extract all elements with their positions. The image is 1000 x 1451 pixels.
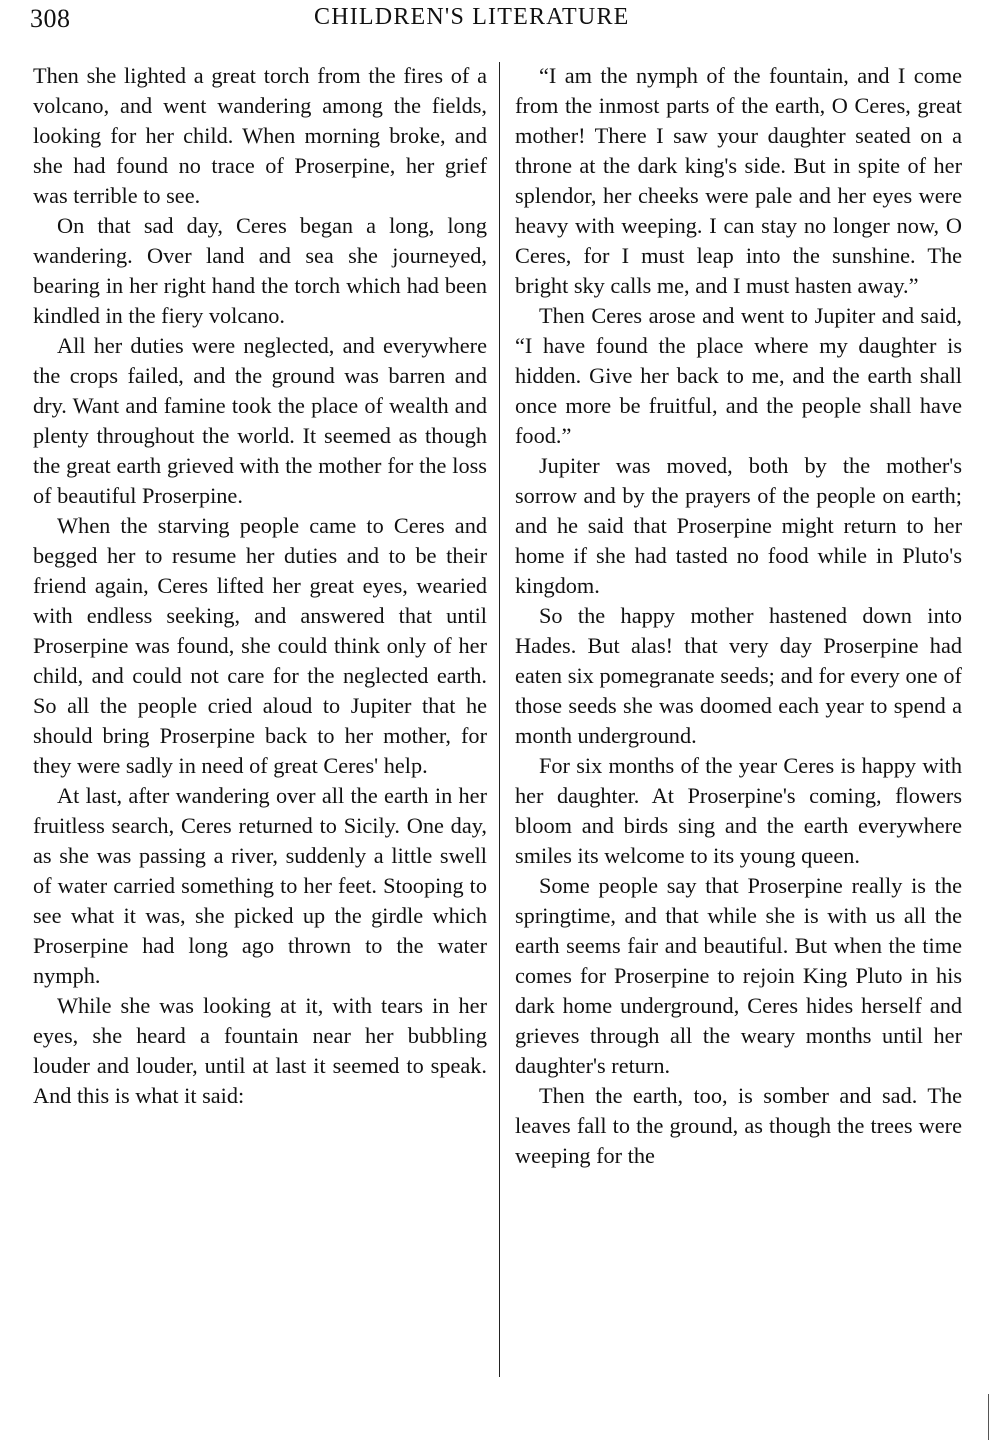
paragraph: On that sad day, Ceres began a long, long wandering. Over land and sea she journeyed, bearing in her right hand the torch which had been kindled in the fiery volcano. xyxy=(33,213,487,328)
paragraph: At last, after wandering over all the earth in her fruitless search, Ceres returned to Sicily. One day, as she was passing a river, suddenly a little swell of water carried something to her feet. Stooping to see what it was, she picked up the girdle which Proserpine had long ago thrown to the water nymph. xyxy=(33,783,487,988)
paragraph: So the happy mother hastened down into Hades. But alas! that very day Proserpine had eaten six pomegranate seeds; and for every one of those seeds she was doomed each year to spend a month underground. xyxy=(515,603,962,748)
paragraph: “I am the nymph of the fountain, and I come from the inmost parts of the earth, O Ceres, great mother! There I saw your daughter seated on a throne at the dark king's side. But in spite of her splendor, her cheeks were pale and her eyes were heavy with weeping. I can stay no longer now, O Ceres, for I must leap into the sunshine. The bright sky calls me, and I must hasten away.” xyxy=(515,63,962,298)
paragraph: Some people say that Proserpine really is the springtime, and that while she is with us all the earth seems fair and beautiful. But when the time comes for Proserpine to rejoin King Pluto in his dark home underground, Ceres hides herself and grieves through all the weary months until her daughter's return. xyxy=(515,873,962,1078)
paragraph: Then Ceres arose and went to Jupiter and said, “I have found the place where my daughter is hidden. Give her back to me, and the earth shall once more be fruitful, and the people shall have food.” xyxy=(515,303,962,448)
left-column xyxy=(33,61,487,1111)
page-header xyxy=(30,0,970,40)
paragraph: All her duties were neglected, and everywhere the crops failed, and the ground was barren and dry. Want and famine took the place of wealth and plenty throughout the world. It seemed as though the great earth grieved with the mother for the loss of beautiful Proserpine. xyxy=(33,333,487,508)
running-head: CHILDREN'S LITERATURE xyxy=(314,4,630,30)
paragraph: Then she lighted a great torch from the fires of a volcano, and went wandering among the fields, looking for her child. When morning broke, and she had found no trace of Proserpine, her grief was terrible to see. xyxy=(33,63,487,208)
paragraph: While she was looking at it, with tears in her eyes, she heard a fountain near her bubbling louder and louder, until at last it seemed to speak. And this is what it said: xyxy=(33,993,487,1108)
paragraph: When the starving people came to Ceres and begged her to resume her duties and to be their friend again, Ceres lifted her great eyes, wearied with endless seeking, and answered that until Proserpine was found, she could think only of her child, and could not care for the neglected earth. So all the people cried aloud to Jupiter that he should bring Proserpine back to her mother, for they were sadly in need of great Ceres' help. xyxy=(33,513,487,778)
paragraph: Jupiter was moved, both by the mother's sorrow and by the prayers of the people on earth; and he said that Proserpine might return to her home if she had tasted no food while in Pluto's kingdom. xyxy=(515,453,962,598)
page-number: 308 xyxy=(30,4,71,33)
page-edge-mark xyxy=(988,1394,989,1440)
paragraph: Then the earth, too, is somber and sad. The leaves fall to the ground, as though the trees were weeping for the xyxy=(515,1083,962,1168)
right-column xyxy=(515,61,962,1171)
column-divider xyxy=(499,62,500,1377)
paragraph: For six months of the year Ceres is happy with her daughter. At Proserpine's coming, flowers bloom and birds sing and the earth everywhere smiles its welcome to its young queen. xyxy=(515,753,962,868)
